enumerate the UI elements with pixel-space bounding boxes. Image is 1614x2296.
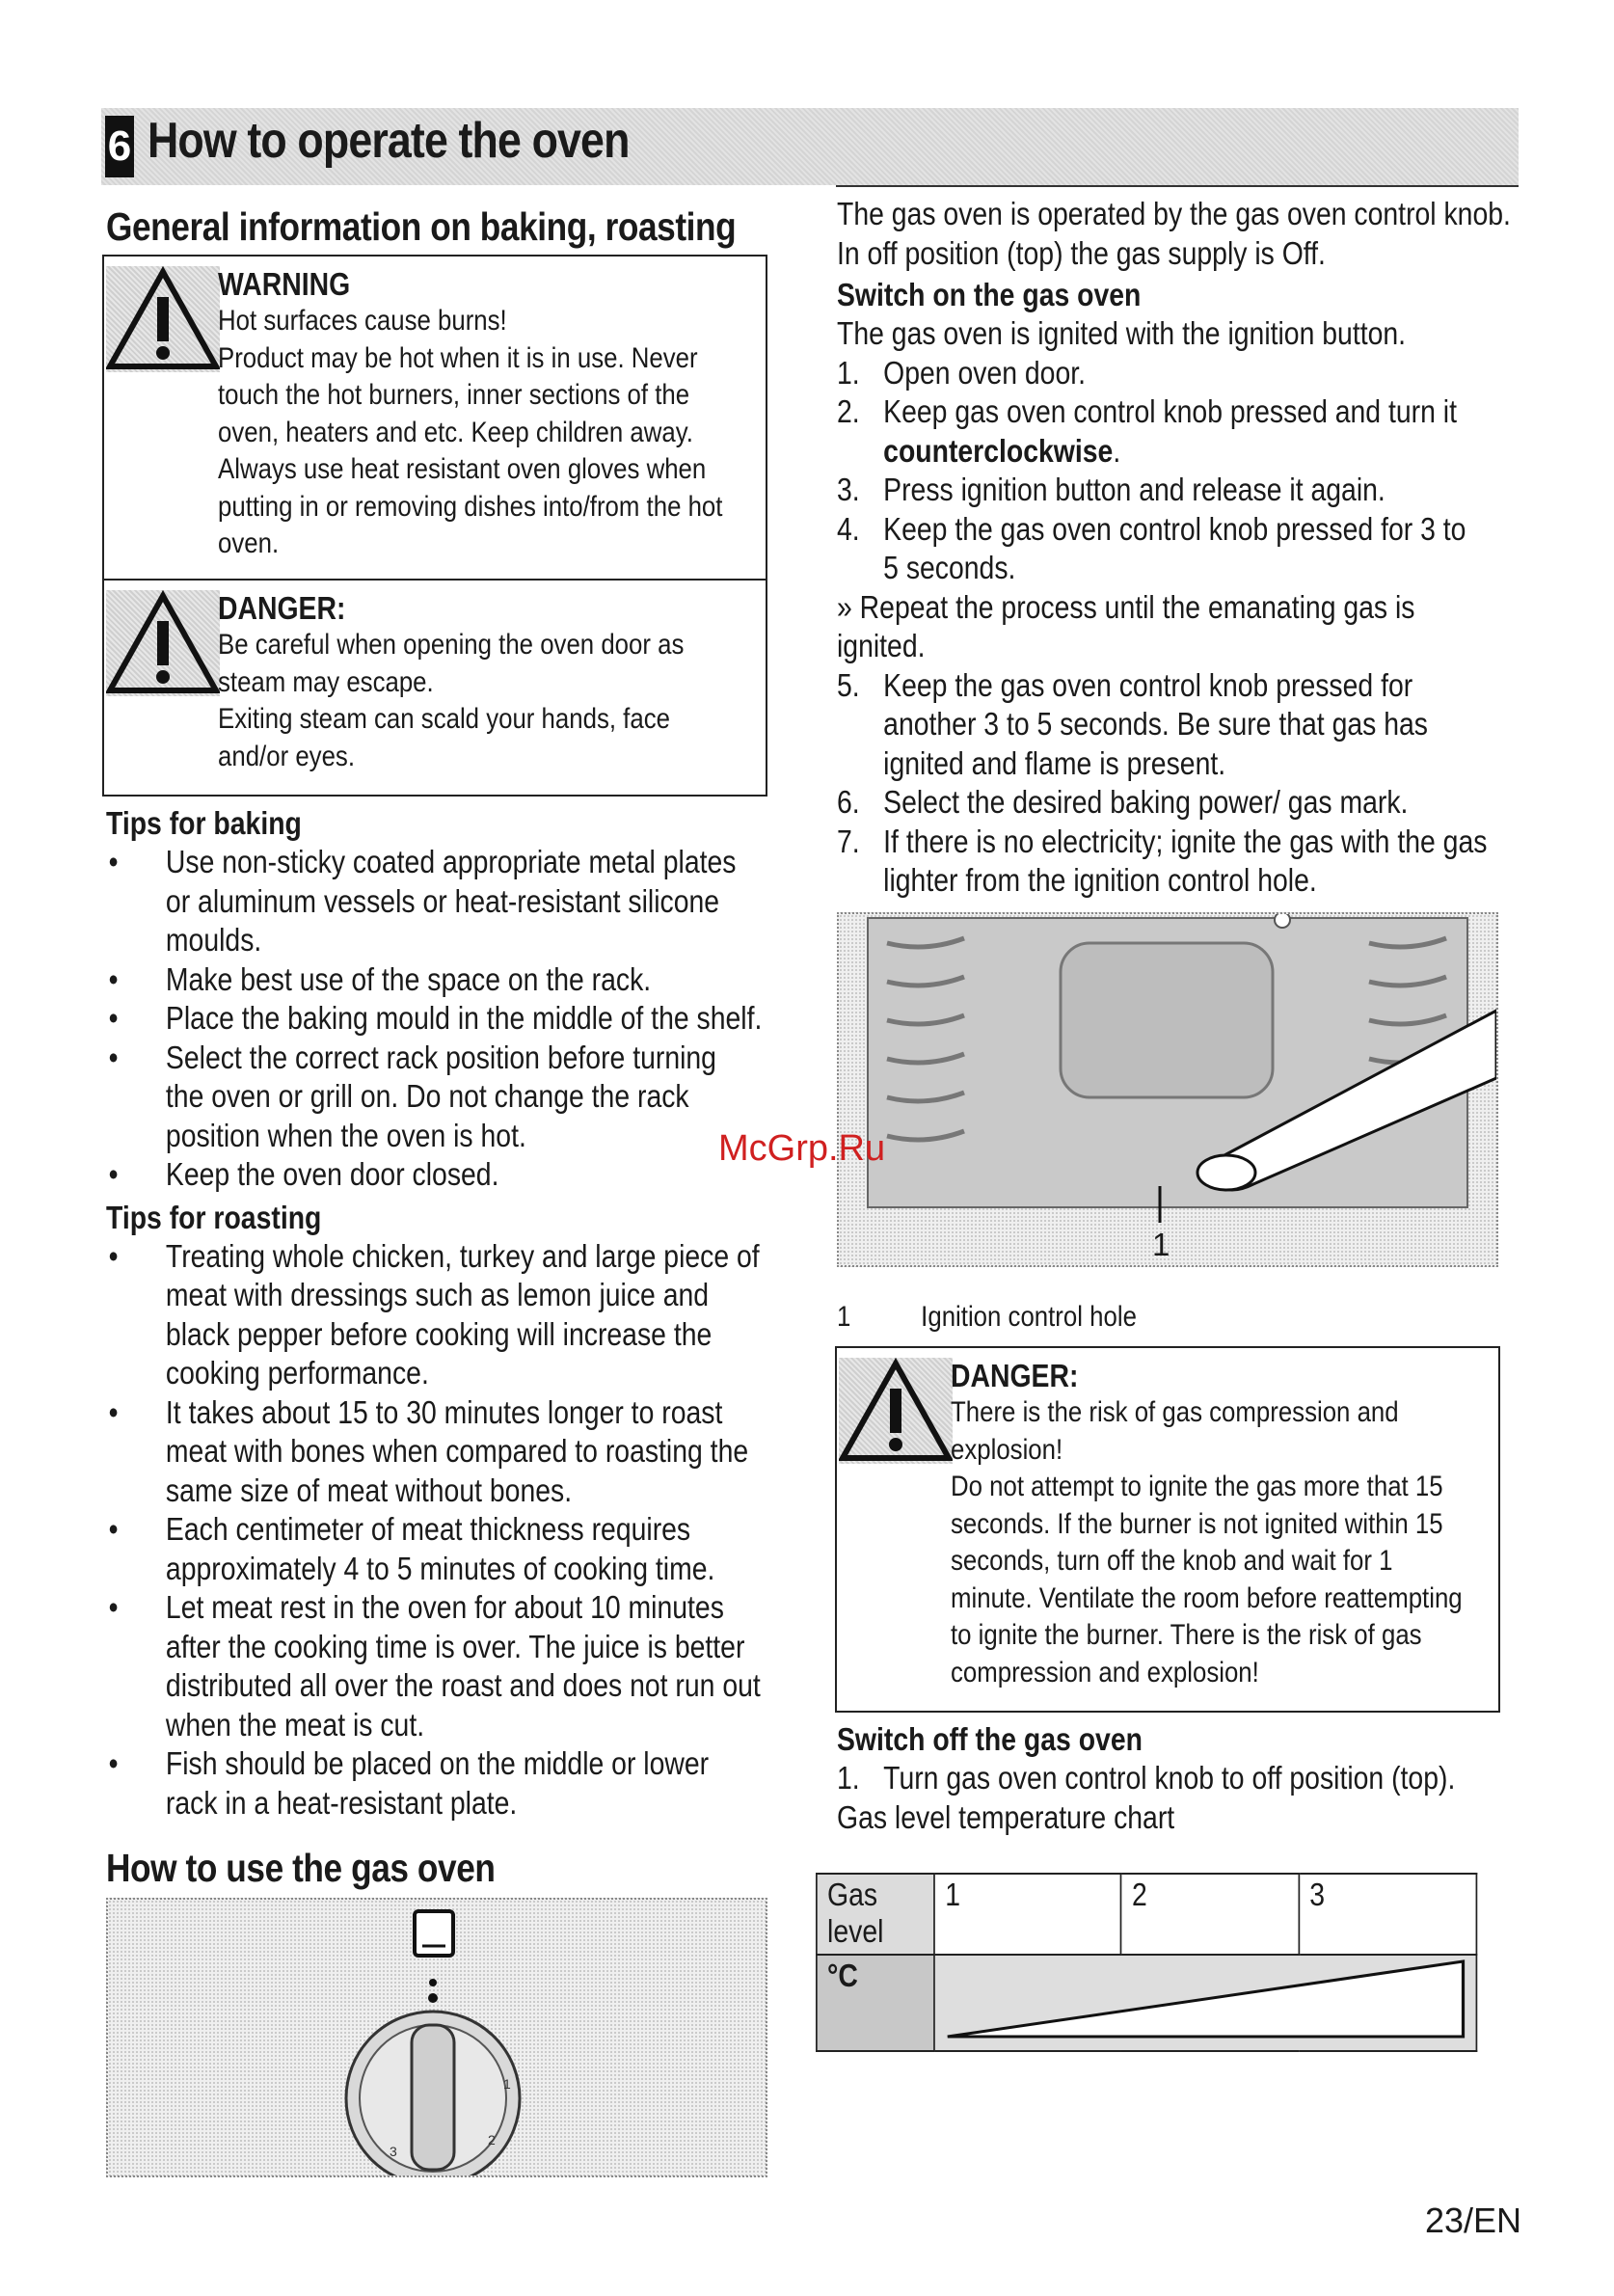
warning-text [218,303,722,563]
chapter-header [101,108,1519,185]
text-line: Product may be hot when it is in use. Never [218,341,698,374]
tips-roasting-title: Tips for roasting [106,1199,322,1235]
text-line: Fish should be placed on the middle or lower [165,1745,710,1781]
bullet-icon: • [108,1000,119,1036]
tips-baking-list [106,843,762,1195]
text-line: Press ignition button and release it again. [883,472,1385,507]
text-line: seconds. If the burner is not ignited within 15 [951,1507,1443,1540]
text-line: Keep the gas oven control knob pressed for 3 to [883,510,1466,547]
text-line: minute. Ventilate the room before reattempting [951,1581,1463,1614]
text-line: ignited. [837,628,926,663]
bullet-icon: • [108,1156,119,1192]
switch-off-list [837,1759,1455,1798]
oven-knob-illustration [108,1900,766,2175]
temperature-ramp [935,1956,1476,2042]
table-row-label: Gas level [817,1874,934,1955]
repeat-note [837,588,1511,666]
switch-off-section [837,1720,1455,1837]
chart-title: Gas level temperature chart [837,1798,1175,1835]
chapter-title: How to operate the oven [148,113,630,169]
watermark: McGrp.Ru [718,1128,886,1169]
list-item [837,392,1511,471]
text-line: and/or eyes. [218,740,355,772]
svg-text:2: 2 [488,2132,496,2147]
text-line: meat with bones when compared to roasting the [165,1433,749,1469]
tips-roasting-list [106,1237,762,1823]
table-row-label: °C [817,1955,934,2051]
list-item [106,1393,762,1511]
warning-box [102,255,767,581]
step-number: 7. [837,823,860,859]
text-line: seconds, turn off the knob and wait for 1 [951,1545,1393,1577]
text-line: another 3 to 5 seconds. Be sure that gas has [883,706,1428,742]
text-line: explosion! [951,1433,1063,1466]
text-line: when the meat is cut. [165,1706,425,1742]
gas-level-cell: 2 [1121,1874,1299,1955]
step-number: 3. [837,472,860,507]
text-line: rack in a heat-resistant plate. [165,1784,518,1821]
text-line: Exiting steam can scald your hands, face [218,703,670,735]
text-line: Always use heat resistant oven gloves when [218,453,707,485]
chapter-number: 6 [105,116,134,177]
danger-title: DANGER: [218,590,346,626]
text-line: lighter from the ignition control hole. [883,862,1317,898]
text-line: In off position (top) the gas supply is Off. [837,234,1326,271]
knob-figure [106,1898,767,2177]
list-item [837,354,1511,393]
right-column-top [837,195,1511,901]
list-item [106,1039,762,1156]
text-line: oven. [218,527,280,559]
text-line: steam may escape. [218,665,434,698]
svg-text:3: 3 [390,2144,397,2159]
text-line: Be careful when opening the oven door as [218,629,685,661]
list-item: 1. Turn gas oven control knob to off position (top). [837,1760,1456,1796]
danger-box-right [835,1346,1500,1713]
bullet-icon: • [108,1511,119,1547]
danger-title: DANGER: [951,1358,1079,1393]
bullet-icon: • [108,1589,119,1625]
bullet-icon: • [108,960,119,997]
text-line: meat with dressings such as lemon juice and [165,1277,710,1312]
text-line: 5 seconds. [883,550,1016,585]
warning-triangle-icon [106,590,220,696]
legend-text: Ignition control hole [921,1301,1137,1333]
text-line: cooking performance. [165,1355,429,1391]
gas-level-cell: 3 [1299,1874,1476,1955]
danger-text [951,1394,1463,1691]
list-item [837,783,1511,823]
bullet-icon: • [108,1039,119,1075]
svg-text:1: 1 [503,2076,511,2092]
text-line: black pepper before cooking will increase the [165,1315,713,1352]
switch-off-title: Switch off the gas oven [837,1721,1143,1757]
text-line: touch the hot burners, inner sections of the [218,379,690,411]
text-line: Select the desired baking power/ gas mark. [883,784,1409,820]
list-item [837,471,1511,510]
header-rule [836,185,1519,187]
bullet-icon: • [108,844,119,879]
text-line: Open oven door. [883,354,1087,391]
text-line: Treating whole chicken, turkey and large piece of [165,1237,760,1274]
oven-figure [837,912,1498,1267]
text-line: the oven or grill on. Do not change the rack [165,1078,689,1114]
list-item [106,1237,762,1393]
text-line: Keep the oven door closed. [165,1156,499,1192]
gas-level-chart [816,1873,1477,2052]
text-line: Keep gas oven control knob pressed and turn it [883,393,1457,429]
list-item [106,999,762,1039]
steps-list-a [837,354,1511,588]
steps-list-b [837,666,1511,901]
text-line: If there is no electricity; ignite the gas with the gas [883,823,1488,859]
warning-title: WARNING [218,266,351,302]
step-number: 5. [837,666,860,703]
figure-legend [837,1298,1137,1337]
text-line: same size of meat without bones. [165,1472,573,1508]
step-number: 6. [837,784,860,820]
text-line: Keep the gas oven control knob pressed for [883,666,1413,703]
list-item [106,960,762,1000]
list-item [106,1588,762,1744]
legend-number: 1 [837,1301,851,1333]
list-item [106,1510,762,1588]
text-line: compression and explosion! [951,1656,1259,1688]
bullet-icon: • [108,1237,119,1274]
tips-baking [106,804,762,1823]
list-item [837,666,1511,784]
text-line: Hot surfaces cause burns! [218,305,507,337]
bullet-icon: • [108,1393,119,1430]
text-line: Do not attempt to ignite the gas more that 15 [951,1471,1443,1502]
warning-triangle-icon [839,1358,953,1464]
list-item [106,1155,762,1195]
text-line: Make best use of the space on the rack. [165,960,652,997]
tips-baking-title: Tips for baking [106,805,302,841]
text-line: after the cooking time is over. The juice is better [165,1628,745,1664]
text-line: It takes about 15 to 30 minutes longer to roast [165,1393,723,1430]
page-number: 23/EN [1425,2201,1522,2240]
text-line: Place the baking mould in the middle of the shelf. [165,1000,763,1036]
text-line: distributed all over the roast and does not run out [165,1667,761,1703]
gas-level-cell: 1 [934,1874,1121,1955]
gas-level-table [816,1873,1477,2052]
warning-triangle-icon [106,266,220,372]
figure-callout: 1 [1152,1227,1170,1262]
text-line: There is the risk of gas compression and [951,1396,1399,1428]
text-line: ignited and flame is present. [883,744,1226,781]
intro-text [837,195,1511,273]
list-item [106,843,762,960]
text-line: oven, heaters and etc. Keep children away. [218,416,693,448]
switch-on-title: Switch on the gas oven [837,277,1142,312]
section-title-general: General information on baking, roasting [106,204,737,249]
danger-box-left [102,579,767,797]
text-line: The gas oven is operated by the gas oven control knob. [837,196,1511,231]
switch-on-intro: The gas oven is ignited with the ignition button. [837,315,1407,351]
section-title-gas-oven: How to use the gas oven [106,1846,496,1890]
list-item [837,823,1511,901]
step-number: 1. [837,354,860,391]
text-line: approximately 4 to 5 minutes of cooking time. [165,1550,715,1586]
text-line: putting in or removing dishes into/from the hot [218,490,723,523]
oven-interior-illustration [839,914,1496,1265]
text-line: Let meat rest in the oven for about 10 minutes [165,1589,724,1625]
text-line: Each centimeter of meat thickness requires [165,1511,691,1547]
step-number: 4. [837,510,860,547]
list-item [106,1744,762,1823]
step-number: 2. [837,393,860,429]
text-line: » Repeat the process until the emanating gas is [837,588,1415,625]
bullet-icon: • [108,1745,119,1781]
text-line: to ignite the burner. There is the risk of gas [951,1619,1422,1651]
emphasis-line: counterclockwise. [883,432,1121,469]
text-line: or aluminum vessels or heat-resistant silicone [165,882,720,919]
text-line: position when the oven is hot. [165,1117,526,1153]
text-line: Select the correct rack position before turning [165,1039,716,1075]
list-item [837,510,1511,588]
temperature-ramp-cell [934,1955,1476,2051]
danger-text [218,627,684,775]
text-line: Use non-sticky coated appropriate metal plates [165,844,737,879]
text-line: moulds. [165,922,262,958]
